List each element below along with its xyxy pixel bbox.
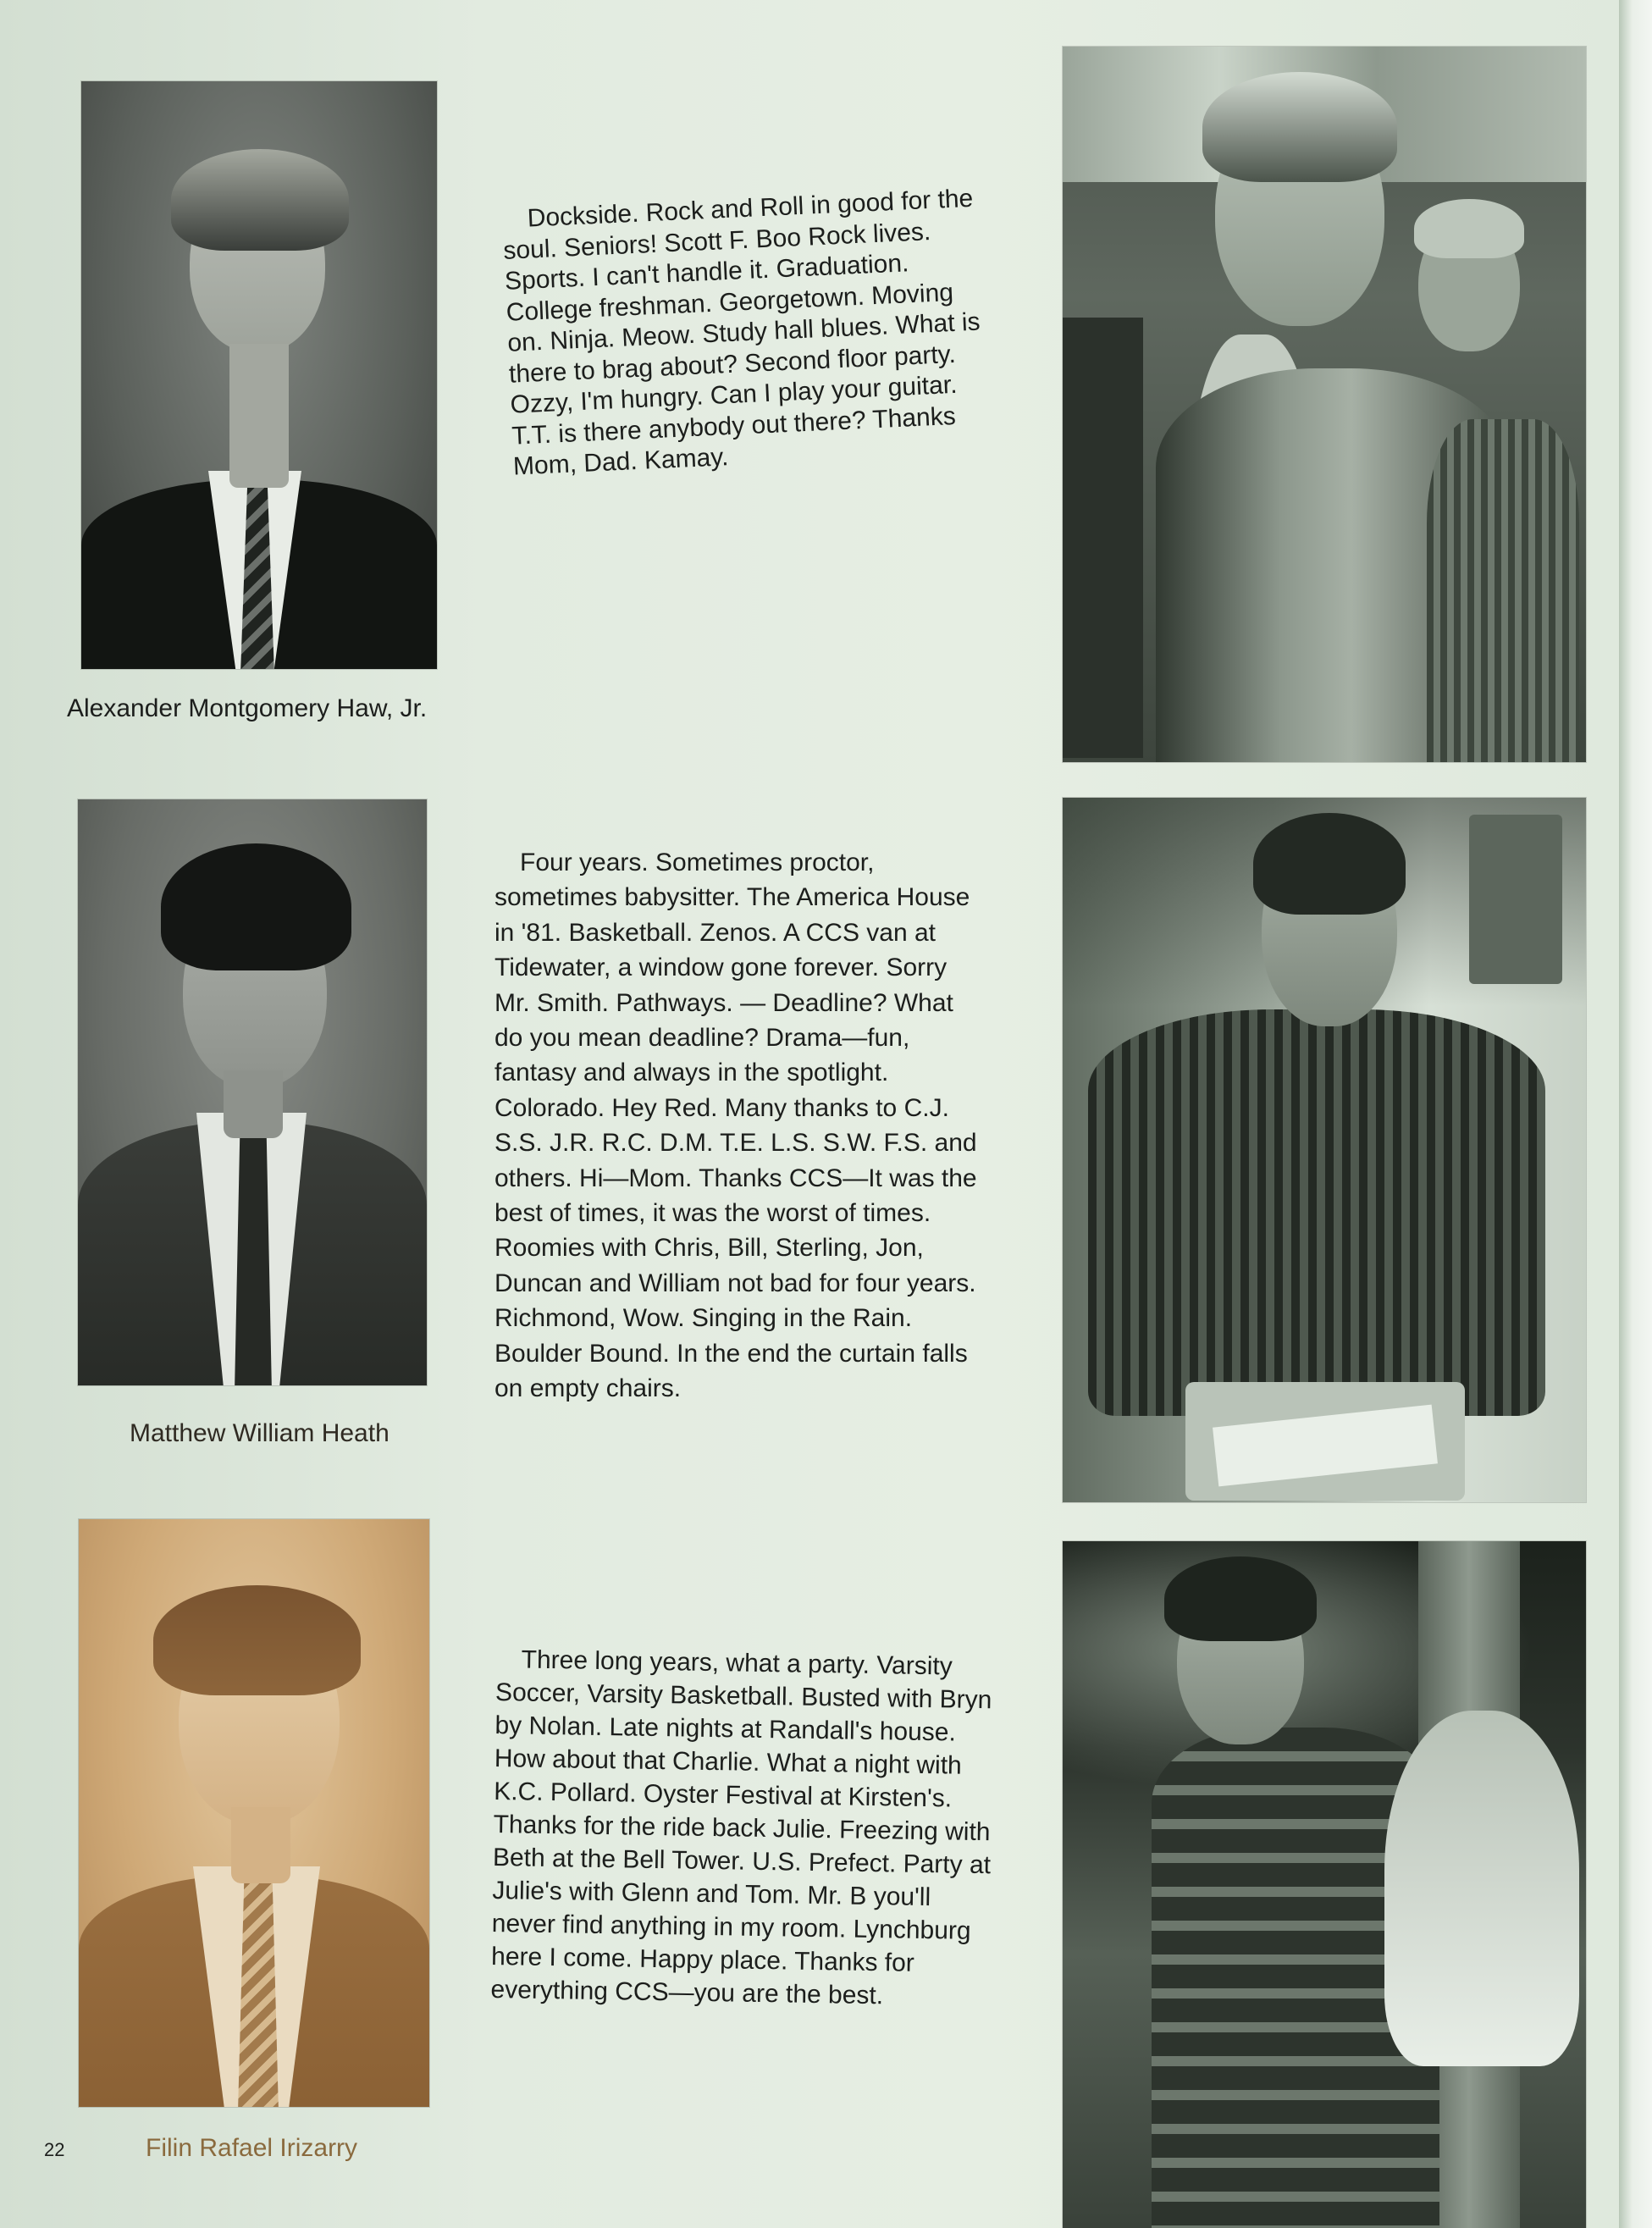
student-bio: Three long years, what a party. Varsity Soccer, Varsity Basketball. Busted with Bryn by Nolan. Late nights at Randall's house. How about that Charlie. What a night with K.C. Pollard. Oyster Festival at Kirsten's. Thanks for the ride back Julie. Freezing with Beth at the Bell Tower. U.S. Prefect. Party at Julie's with Glenn and Tom. Mr. B you'll never find anything in my room. Lynchburg here I come. Happy place. Thanks for everything CCS—you are the best. (490, 1645, 992, 2010)
student-bio: Dockside. Rock and Roll in good for the soul. Seniors! Scott F. Boo Rock lives. Sports. I can't handle it. Graduation. College freshman. Georgetown. Moving on. Ninja. Meow. Study hall blues. What is there to brag about? Second floor party. Ozzy, I'm hungry. Can I play your guitar. T.T. is there anybody out there? Thanks Mom, Dad. Kamay. (502, 184, 981, 481)
candid-photo-3 (1063, 1541, 1586, 2228)
candid-photo-1 (1063, 47, 1586, 762)
page-edge (1619, 0, 1652, 2228)
student-name: Matthew William Heath (130, 1419, 390, 1447)
student-name: Filin Rafael Irizarry (146, 2134, 358, 2162)
page-number: 22 (44, 2139, 65, 2160)
student-bio: Four years. Sometimes proctor, sometimes babysitter. The America House in '81. Basketball. Zenos. A CCS van at Tidewater, a window gone forever. Sorry Mr. Smith. Pathways. — Deadline? What do you mean deadline? Drama—fun, fantasy and always in the spotlight. Colorado. Hey Red. Many thanks to C.J. S.S. J.R. R.C. D.M. T.E. L.S. S.W. F.S. and others. Hi—Mom. Thanks CCS—It was the best of times, it was the worst of times. Roomies with Chris, Bill, Sterling, Jon, Duncan and William not bad for four years. Richmond, Wow. Singing in the Rain. Boulder Bound. In the end the curtain falls on empty chairs. (494, 849, 977, 1403)
portrait-photo-haw (81, 81, 437, 669)
portrait-photo-heath (78, 799, 427, 1385)
candid-photo-2 (1063, 798, 1586, 1502)
portrait-photo-irizarry (79, 1519, 429, 2107)
student-name: Alexander Montgomery Haw, Jr. (67, 694, 428, 722)
